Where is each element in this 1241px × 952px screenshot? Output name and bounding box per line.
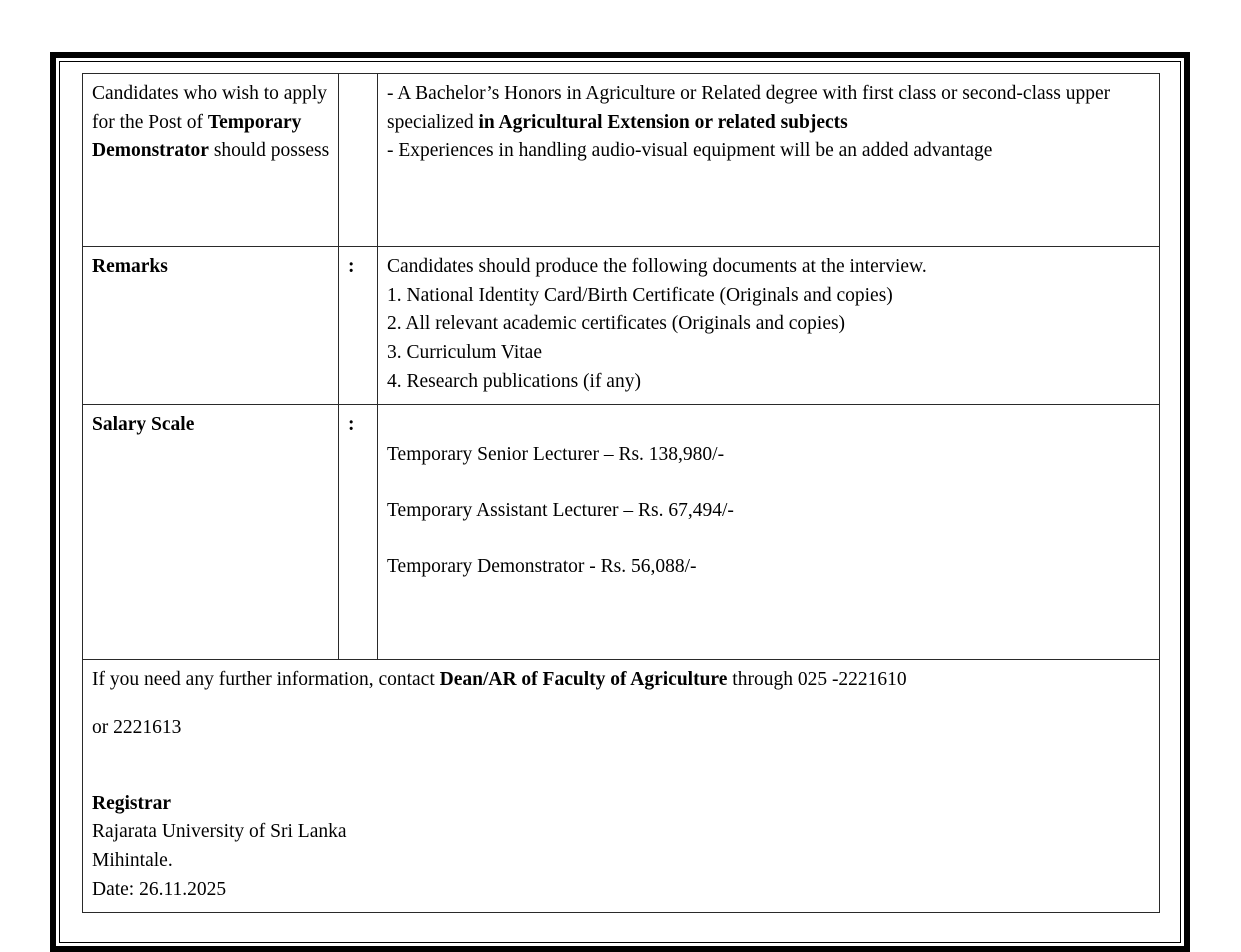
table-row-criteria xyxy=(83,74,1160,247)
footer-spacer xyxy=(92,763,1151,790)
footer-contact-suffix: through 025 -2221610 xyxy=(727,669,907,691)
footer-contact-prefix: If you need any further information, contact xyxy=(92,669,440,691)
table-row-remarks xyxy=(83,247,1160,405)
remarks-item-3: 3. Curriculum Vitae xyxy=(387,341,542,363)
salary-body-cell xyxy=(378,405,1160,660)
criteria-label-cell xyxy=(83,74,339,247)
criteria-label-tail: should possess xyxy=(208,140,330,162)
remarks-colon-cell: : xyxy=(339,247,378,405)
footer-signature-block xyxy=(92,790,1151,905)
footer-cell xyxy=(83,660,1160,913)
footer-signature-title: Registrar xyxy=(92,792,172,814)
criteria-requirement-1 xyxy=(387,80,1151,137)
remarks-item-2: 2. All relevant academic certificates (Originals and copies) xyxy=(387,313,846,335)
remarks-item-4: 4. Research publications (if any) xyxy=(387,370,641,392)
document-body xyxy=(82,73,1159,913)
salary-colon-cell: : xyxy=(339,405,378,660)
footer-contact-office: Dean/AR of Faculty of Agriculture xyxy=(439,669,728,691)
table-row-salary-scale xyxy=(83,405,1160,660)
criteria-requirement-1-text: - A Bachelor’s Honors in Agriculture or Related degree with first class or second-class upper specialized xyxy=(387,83,1111,133)
remarks-body-cell xyxy=(378,247,1160,405)
remarks-label: Remarks xyxy=(92,256,168,277)
criteria-requirement-1-bold: in Agricultural Extension or related subjects xyxy=(478,111,848,133)
criteria-label-bold: Temporary Demonstrator xyxy=(92,111,302,162)
salary-list xyxy=(387,441,1151,581)
criteria-body-cell xyxy=(378,74,1160,247)
salary-item-senior-lecturer: Temporary Senior Lecturer – Rs. 138,980/- xyxy=(387,444,725,466)
criteria-requirement-2: - Experiences in handling audio-visual equipment will be an added advantage xyxy=(387,140,993,162)
salary-item-demonstrator: Temporary Demonstrator - Rs. 56,088/- xyxy=(387,555,697,577)
criteria-colon-cell xyxy=(339,74,378,247)
vacancy-details-table xyxy=(82,73,1160,913)
salary-label-cell xyxy=(83,405,339,660)
footer-contact-second-line: or 2221613 xyxy=(92,717,182,739)
footer-signature-place: Mihintale. xyxy=(92,849,173,871)
criteria-label-plain: Candidates who wish to apply for the Post of xyxy=(92,83,328,133)
salary-scale-label: Salary Scale xyxy=(92,414,195,436)
remarks-intro: Candidates should produce the following documents at the interview. xyxy=(387,256,927,277)
footer-signature-date: Date: 26.11.2025 xyxy=(92,878,227,900)
remarks-label-cell xyxy=(83,247,339,405)
footer-contact-paragraph xyxy=(92,666,1151,695)
salary-item-assistant-lecturer: Temporary Assistant Lecturer – Rs. 67,494/- xyxy=(387,499,734,521)
table-row-footer xyxy=(83,660,1160,913)
footer-signature-university: Rajarata University of Sri Lanka xyxy=(92,821,347,843)
remarks-item-1: 1. National Identity Card/Birth Certificate (Originals and copies) xyxy=(387,284,893,306)
